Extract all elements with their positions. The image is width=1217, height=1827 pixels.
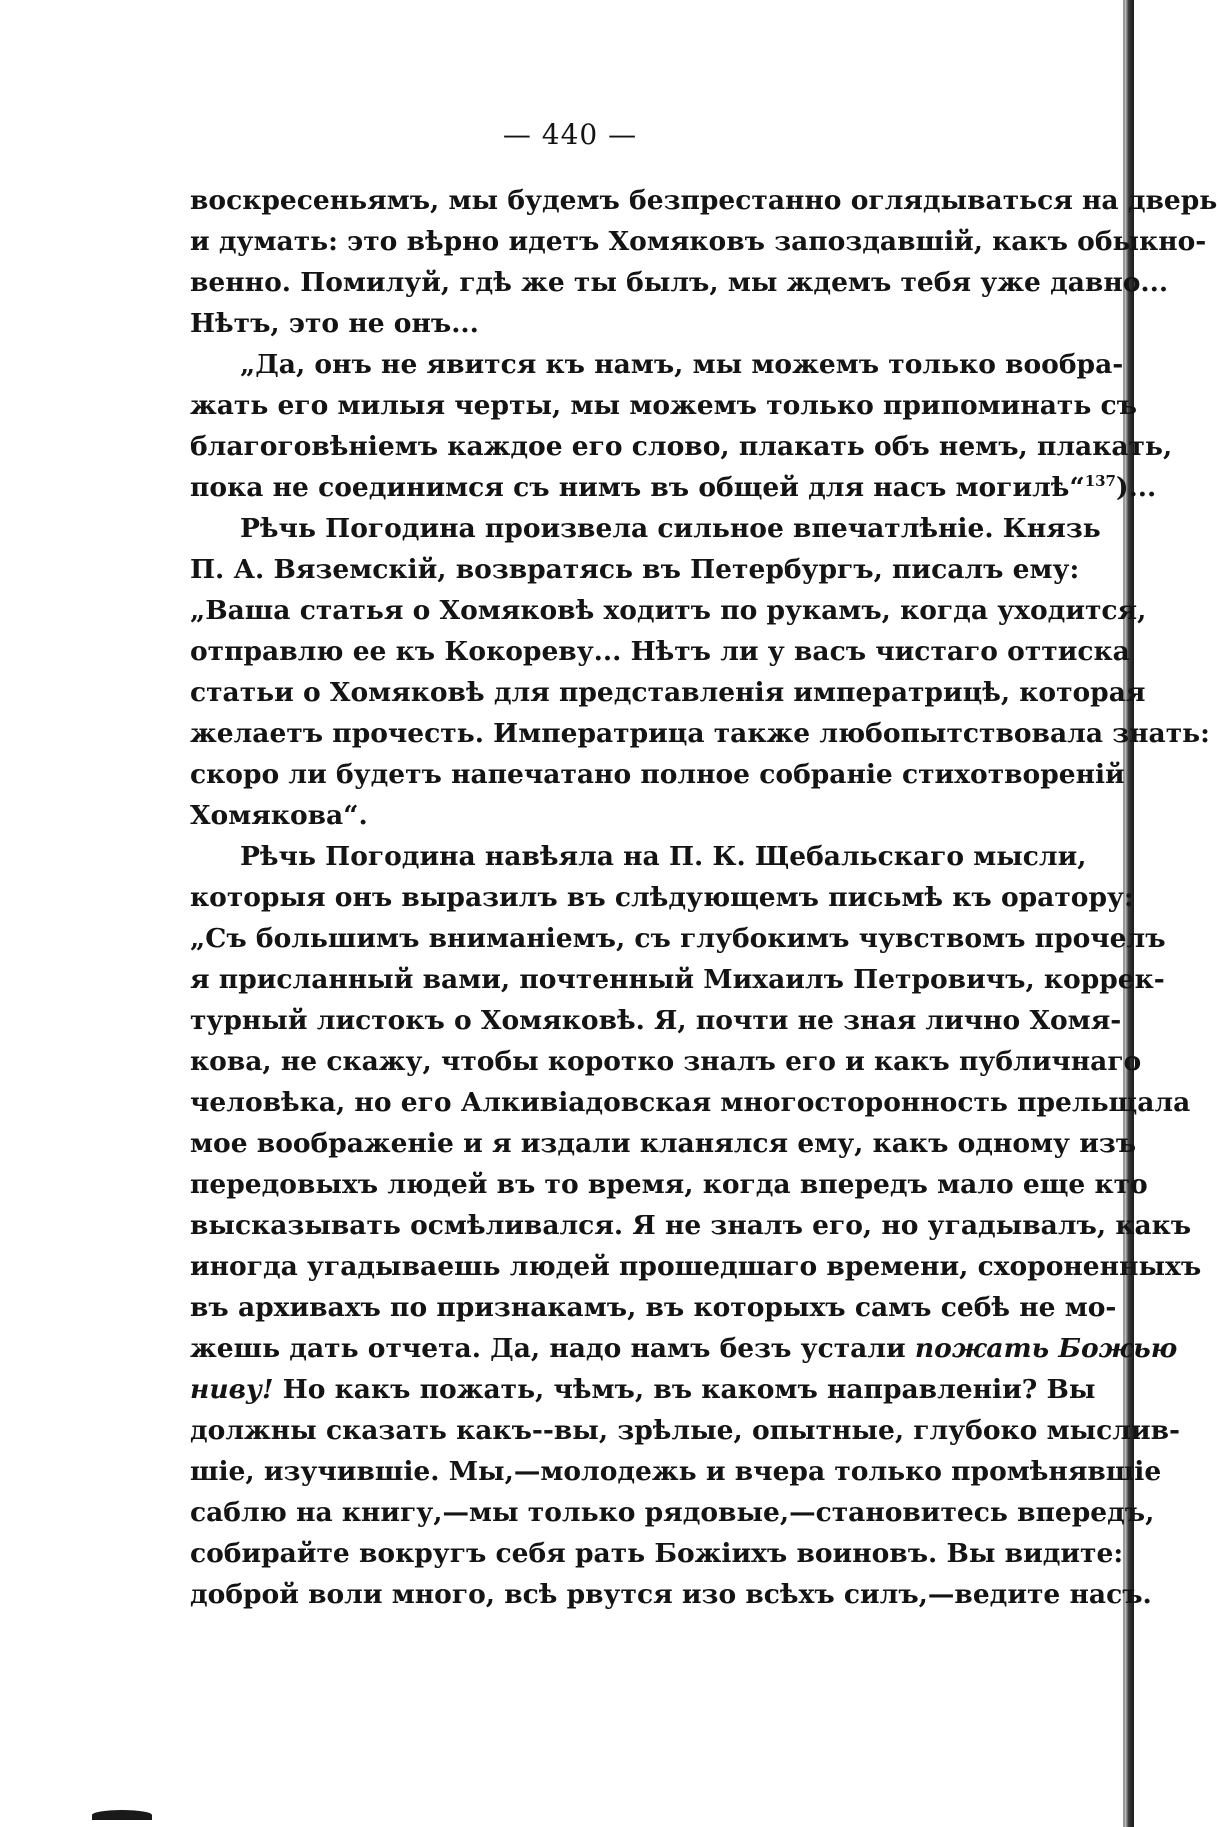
line-text: венно. Помилуй, гдѣ же ты былъ, мы ждемъ тебя уже давно...: [190, 267, 1169, 298]
text-line: [190, 1164, 1148, 1205]
text-line: [190, 1082, 1191, 1123]
line-text: жешь дать отчета. Да, надо намъ безъ устали: [190, 1333, 915, 1364]
line-text: высказывать осмѣливался. Я не зналъ его, но угадывалъ, какъ: [190, 1210, 1192, 1241]
text-line: [190, 877, 1134, 918]
text-line: [190, 1000, 1122, 1041]
line-text: турный листокъ о Хомяковѣ. Я, почти не зная лично Хомя-: [190, 1005, 1122, 1036]
text-line: [190, 1451, 1162, 1492]
text-line: [190, 1369, 1096, 1410]
text-line: [190, 221, 1207, 262]
line-text: Рѣчь Погодина навѣяла на П. К. Щебальскаго мысли,: [240, 841, 1087, 872]
line-text: „Ваша статья о Хомяковѣ ходитъ по рукамъ, когда уходится,: [190, 595, 1147, 626]
text-line: [190, 426, 1173, 467]
text-line: [190, 672, 1146, 713]
text-line: [190, 344, 1124, 385]
text-line: [190, 1533, 1124, 1574]
page-number: — 440 —: [502, 118, 638, 151]
text-line: [190, 508, 1101, 549]
text-line: [190, 1205, 1192, 1246]
footnote-ref: 137: [1084, 472, 1116, 491]
line-text: я присланный вами, почтенный Михаилъ Петровичъ, коррек-: [190, 964, 1165, 995]
italic-text: ниву!: [190, 1374, 274, 1405]
body-text: [190, 180, 1217, 1615]
text-line: [190, 180, 1217, 221]
text-line: [190, 303, 1048, 344]
line-text: Рѣчь Погодина произвела сильное впечатлѣнiе. Князь: [240, 513, 1101, 544]
line-text: которыя онъ выразилъ въ слѣдующемъ письмѣ къ оратору:: [190, 882, 1134, 913]
line-text: собирайте вокругъ себя рать Божiихъ воиновъ. Вы видите:: [190, 1538, 1124, 1569]
line-text: благоговѣнiемъ каждое его слово, плакать объ немъ, плакать,: [190, 431, 1173, 462]
line-text: воскресеньямъ, мы будемъ безпрестанно оглядываться на дверь: [190, 185, 1217, 216]
text-line: [190, 385, 1137, 426]
line-text: жать его милыя черты, мы можемъ только припоминать съ: [190, 390, 1137, 421]
line-text: иногда угадываешь людей прошедшаго времени, схороненныхъ: [190, 1251, 1202, 1282]
text-line: [190, 1410, 1181, 1451]
text-line: [190, 262, 1169, 303]
line-text: пока не соединимся съ нимъ въ общей для насъ могилѣ“: [190, 472, 1085, 503]
line-text: отправлю ее къ Кокореву... Нѣтъ ли у васъ чистаго оттиска: [190, 636, 1130, 667]
text-line: [190, 1123, 1137, 1164]
text-line: [190, 1574, 1152, 1615]
scan-blot: [92, 1810, 152, 1820]
text-line: [190, 467, 1157, 508]
text-line: [190, 1328, 1178, 1369]
italic-text: пожать Божью: [914, 1333, 1178, 1364]
line-text: желаетъ прочесть. Императрица также любопытствовала знать:: [190, 718, 1210, 749]
line-text: П. А. Вяземскiй, возвратясь въ Петербургъ, писалъ ему:: [190, 554, 1080, 585]
line-text: кова, не скажу, чтобы коротко зналъ его и какъ публичнаго: [190, 1046, 1142, 1077]
text-line: [190, 631, 1130, 672]
line-text: и думать: это вѣрно идетъ Хомяковъ запоздавшiй, какъ обыкно-: [190, 226, 1207, 257]
line-text: человѣка, но его Алкивiадовская многосторонность прельщала: [190, 1087, 1191, 1118]
line-text: передовыхъ людей въ то время, когда впередъ мало еще кто: [190, 1169, 1148, 1200]
line-text: „Съ большимъ вниманiемъ, съ глубокимъ чувствомъ прочелъ: [190, 923, 1166, 954]
line-text: въ архивахъ по признакамъ, въ которыхъ самъ себѣ не мо-: [190, 1292, 1117, 1323]
line-text: доброй воли много, всѣ рвутся изо всѣхъ силъ,—ведите насъ.: [190, 1579, 1152, 1610]
text-line: [190, 1246, 1202, 1287]
text-line: [190, 1287, 1117, 1328]
line-text: „Да, онъ не явится къ намъ, мы можемъ только вообра-: [240, 349, 1124, 380]
text-line: [190, 549, 1080, 590]
line-text: шiе, изучившiе. Мы,—молодежь и вчера только промѣнявшiе: [190, 1456, 1162, 1487]
line-text: должны сказать какъ--вы, зрѣлые, опытные, глубоко мыслив-: [190, 1415, 1181, 1446]
line-text: Нѣтъ, это не онъ...: [190, 308, 479, 339]
text-line: [190, 1041, 1142, 1082]
text-line: [190, 713, 1210, 754]
line-text: Но какъ пожать, чѣмъ, въ какомъ направленiи? Вы: [273, 1374, 1096, 1405]
text-line: [190, 959, 1165, 1000]
text-line: [190, 918, 1166, 959]
line-text: статьи о Хомяковѣ для представленiя императрицѣ, которая: [190, 677, 1146, 708]
text-line: [190, 836, 1087, 877]
text-line: [190, 754, 1125, 795]
line-text: саблю на книгу,—мы только рядовые,—становитесь впередъ,: [190, 1497, 1155, 1528]
text-line: [190, 795, 1048, 836]
text-line: [190, 590, 1147, 631]
line-text: Хомякова“.: [190, 800, 368, 831]
line-text: мое воображенiе и я издали кланялся ему, какъ одному изъ: [190, 1128, 1137, 1159]
line-text: скоро ли будетъ напечатано полное собранiе стихотворенiй: [190, 759, 1125, 790]
text-line: [190, 1492, 1155, 1533]
line-text-after: )...: [1116, 472, 1157, 503]
